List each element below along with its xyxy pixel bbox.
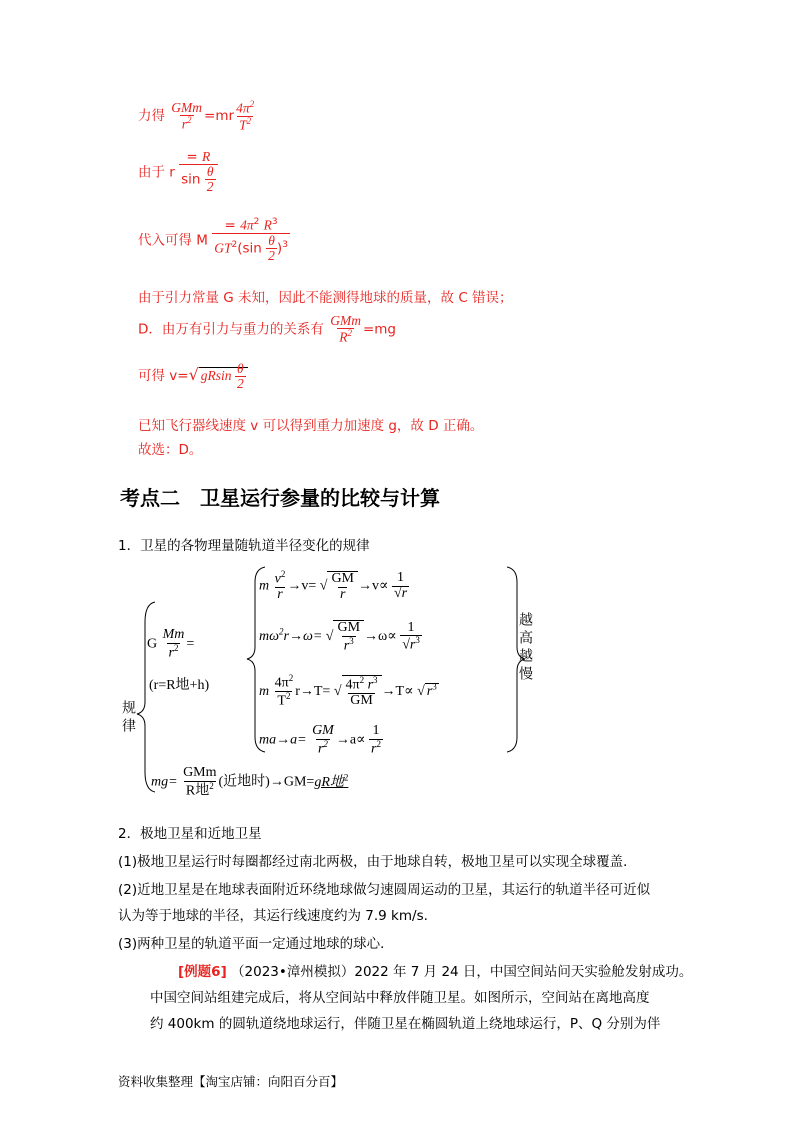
solution-line-3: 代入可得 M = $4\pi^2$ $R^3$ $GT^2(\sin$ $\frac{\theta}{2}$ )$^3$ <box>138 217 288 263</box>
fraction: = $4\pi^2$ $R^3$ $GT^2(\sin$ $\frac{\theta}{2}$ )$^3$ <box>214 217 288 263</box>
formula-diagram <box>115 562 545 802</box>
gravity-expression: G $\frac{Mm}{r^2}$ = <box>147 627 195 661</box>
example-tag: [例题6] <box>178 964 227 980</box>
solution-line-1: 力得 $\frac{\text{GMm}}{r^2}$ =mr $\frac{4\pi^2}{T^2}$ <box>138 99 255 133</box>
row-velocity: m $\frac{v^2}{r}$ →v= √ $\frac{GM}{r}$ →v∝ $\frac{1}{√r}$ <box>259 569 408 603</box>
paragraph-orbit-plane: (3)两种卫星的轨道平面一定通过地球的球心． <box>118 936 394 952</box>
paragraph-near-earth-2: 认为等于地球的半径，其运行线速度约为 7.9 km/s. <box>118 908 428 924</box>
footer-note: 资料收集整理【淘宝店铺：向阳百分百】 <box>118 1074 344 1089</box>
row-period: m $\frac{4\pi^2}{T^2}$ r→T= √ $\frac{4\pi^2 r^3}{GM}$ →T∝ √ $r^3$ <box>259 673 437 709</box>
sqrt-expression: gRsin $\frac{\theta}{2}$ <box>199 367 248 383</box>
solution-line-7: 已知飞行器线速度 v 可以得到重力加速度 g，故 D 正确。 <box>138 418 484 434</box>
solution-line-4: 由于引力常量 G 未知，因此不能测得地球的质量，故 C 错误； <box>138 290 513 306</box>
example-line-3: 约 400km 的圆轨道绕地球运行，伴随卫星在椭圆轨道上绕地球运行，P、Q 分别为伴 <box>150 1016 661 1032</box>
near-earth-relation: mg= $\frac{\text{GMm}}{R地^2}$ (近地时)→GM=gR地$^2$ <box>151 765 349 799</box>
item-1-title: 1．卫星的各物理量随轨道半径变化的规律 <box>118 538 370 554</box>
paragraph-near-earth-1: (2)近地卫星是在地球表面附近环绕地球做匀速圆周运动的卫星，其运行的轨道半径可近似 <box>118 882 651 898</box>
radius-definition: (r=R地+h) <box>149 678 210 693</box>
label-higher-slower: 越高越慢 <box>517 612 533 684</box>
solution-line-2: 由于 r = R sin $\frac{\theta}{2}$ <box>138 150 218 195</box>
paragraph-polar: (1)极地卫星运行时每圈都经过南北两极，由于地球自转，极地卫星可以实现全球覆盖． <box>118 854 637 870</box>
label-rule: 规律 <box>120 700 136 736</box>
solution-line-8: 故选：D。 <box>138 442 203 458</box>
example-line-1: [例题6] （2023•漳州模拟）2022 年 7 月 24 日，中国空间站问天实验舱发射成功。 <box>178 964 693 980</box>
solution-line-6: 可得 v=√ gRsin $\frac{\theta}{2}$ <box>138 362 248 391</box>
example-line-2: 中国空间站组建完成后，将从空间站中释放伴随卫星。如图所示，空间站在离地高度 <box>150 990 650 1006</box>
row-angular-velocity: $m\omega^2r\to\omega=$ √ $\frac{GM}{r^3}$ →ω∝ $\frac{1}{√r^3}$ <box>259 619 420 654</box>
fraction: $\frac{4\pi^2}{T^2}$ <box>236 99 255 133</box>
fraction: = R sin $\frac{\theta}{2}$ <box>179 150 217 195</box>
fraction: $\frac{\text{GMm}}{R^2}$ <box>330 313 361 345</box>
section-title: 考点二 卫星运行参量的比较与计算 <box>120 486 440 510</box>
item-2-title: 2．极地卫星和近地卫星 <box>118 826 262 842</box>
fraction: $\frac{\text{GMm}}{r^2}$ <box>171 99 203 132</box>
row-acceleration: ma→a= $\frac{GM}{r^2}$ →a∝ $\frac{1}{r^2}$ <box>259 723 381 757</box>
solution-line-5: D．由万有引力与重力的关系有 $\frac{\text{GMm}}{R^2}$ =mg <box>138 313 396 345</box>
